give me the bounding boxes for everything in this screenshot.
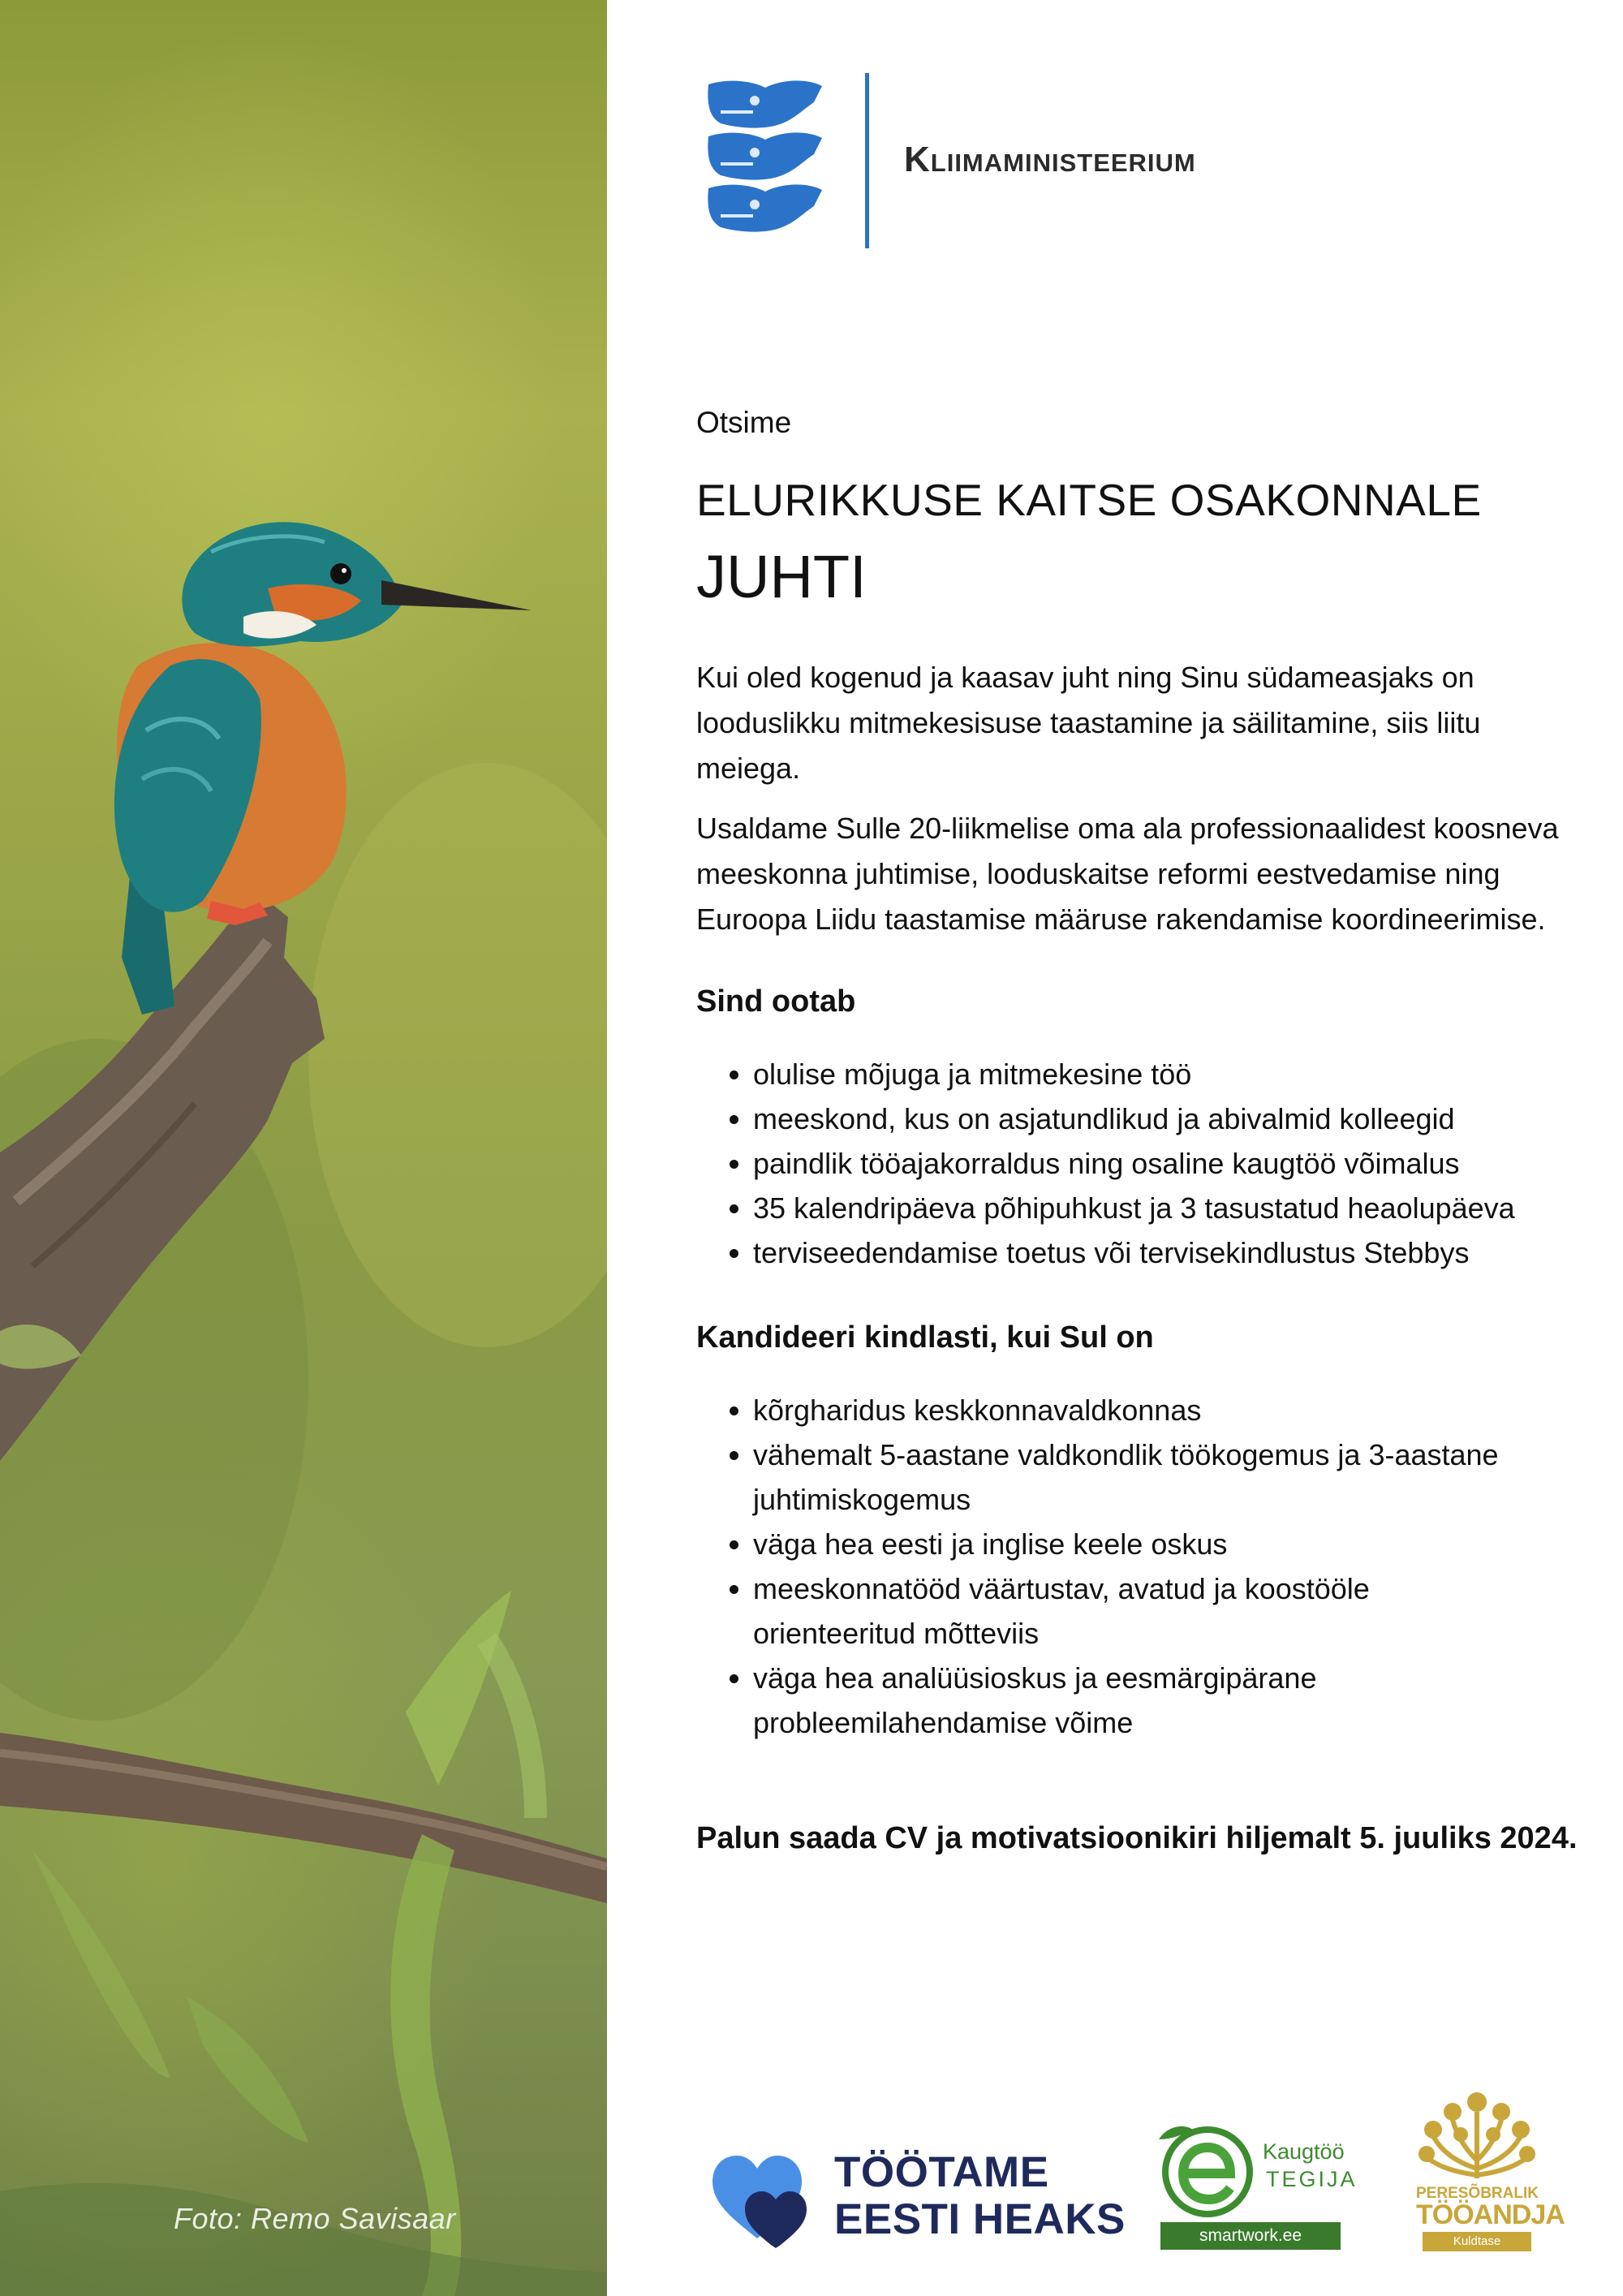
list-item: • meeskonnatööd väärtustav, avatud ja koostööle orienteeritud mõtteviis xyxy=(753,1566,1524,1656)
application-deadline: Palun saada CV ja motivatsioonikiri hiljemalt 5. juuliks 2024. xyxy=(696,1821,1578,1855)
kaugtoo-label: Kaugtöö xyxy=(1263,2139,1345,2164)
list-item: • vähemalt 5-aastane valdkondlik töökogemus ja 3-aastane juhtimiskogemus xyxy=(753,1432,1524,1522)
requirements-heading: Kandideeri kindlasti, kui Sul on xyxy=(696,1320,1154,1355)
kingfisher-illustration xyxy=(0,0,607,2296)
intro-paragraph: Kui oled kogenud ja kaasav juht ning Sinu südameasjaks on looduslikku mitmekesisuse taastamine ja säilitamine, siis liitu meiega. xyxy=(696,661,1481,785)
tootame-line1: TÖÖTAME xyxy=(834,2148,1049,2196)
list-item: • kõrgharidus keskkonnavaldkonnas xyxy=(753,1388,1524,1432)
kingfisher-photo xyxy=(0,0,607,2296)
list-item: • terviseedendamise toetus või tervisekindlustus Stebbys xyxy=(753,1230,1589,1275)
position-title: JUHTI xyxy=(696,543,867,610)
smartwork-site: smartwork.ee xyxy=(1160,2222,1341,2250)
offer-list xyxy=(696,1052,1589,1275)
list-item: • meeskond, kus on asjatundlikud ja abivalmid kolleegid xyxy=(753,1096,1589,1141)
peresobralik-line1: PERESÕBRALIK xyxy=(1416,2185,1539,2202)
tootame-line2: EESTI HEAKS xyxy=(834,2195,1126,2243)
logo-divider xyxy=(865,73,869,248)
ministry-name: Kliimaministeerium xyxy=(904,140,1196,179)
photo-credit: Foto: Remo Savisaar xyxy=(174,2202,456,2235)
list-item: • olulise mõjuga ja mitmekesine töö xyxy=(753,1052,1589,1096)
list-item: • väga hea analüüsioskus ja eesmärgipärane probleemilahendamise võime xyxy=(753,1656,1524,1745)
intro-label: Otsime xyxy=(696,406,792,439)
offer-heading: Sind ootab xyxy=(696,984,856,1019)
peresobralik-line2: TÖÖANDJA xyxy=(1416,2199,1565,2230)
department-title: ELURIKKUSE KAITSE OSAKONNALE xyxy=(696,475,1482,525)
job-ad xyxy=(696,406,1589,1856)
hearts-icon xyxy=(712,2151,818,2248)
responsibility-paragraph: Usaldame Sulle 20-liikmelise oma ala professionaalidest koosneva meeskonna juhtimise, looduskaitse reformi eestvedamise ning Euroopa Liidu taastamise määruse rakendamise koordineerimise. xyxy=(696,812,1559,936)
tootame-eesti-heaks-logo xyxy=(834,2149,1126,2243)
kaugtoo-tegija: TEGIJA xyxy=(1266,2167,1358,2191)
kuldtase-badge: Kuldtase xyxy=(1423,2232,1531,2251)
list-item: • paindlik tööajakorraldus ning osaline kaugtöö võimalus xyxy=(753,1141,1589,1186)
list-item: • 35 kalendripäeva põhipuhkust ja 3 tasustatud heaolupäeva xyxy=(753,1186,1589,1230)
three-lions-crest-icon xyxy=(704,78,826,240)
requirements-list xyxy=(696,1388,1524,1745)
list-item: • väga hea eesti ja inglise keele oskus xyxy=(753,1522,1524,1566)
